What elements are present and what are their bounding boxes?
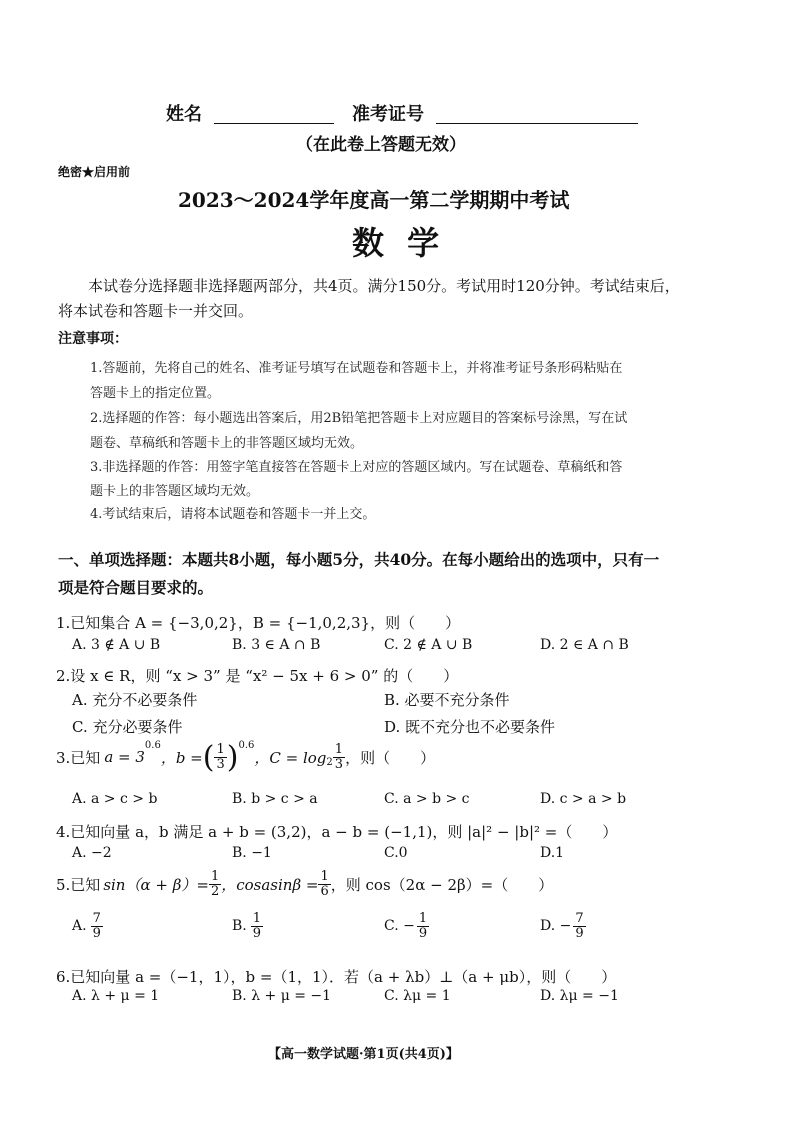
q2-option-c: C. 充分必要条件 <box>72 718 183 736</box>
q5-prefix: 5.已知 <box>56 875 101 894</box>
q6-option-d: D. λμ = −1 <box>540 988 619 1004</box>
q3-prefix: 3.已知 <box>56 748 101 767</box>
intro-line-1: 本试卷分选择题非选择题两部分，共4页。满分150分。考试用时120分钟。考试结束后， <box>88 277 680 295</box>
q1-option-a: A. 3 ∉ A ∪ B <box>72 637 161 653</box>
section-1-heading-line-1: 一、单项选择题：本题共8小题，每小题5分，共40分。在每小题给出的选项中，只有一 <box>58 550 660 569</box>
q3-option-c: C. a > b > c <box>384 791 470 807</box>
q4-option-c: C.0 <box>384 845 408 861</box>
q5-option-a <box>72 912 103 940</box>
name-blank[interactable] <box>214 103 334 124</box>
q5-d-num: 7 <box>575 911 584 926</box>
q3-suffix: ，则（ ） <box>345 748 436 767</box>
name-label: 姓名 <box>166 104 202 125</box>
q5-cos-expr: ，cosasinβ = <box>221 875 319 894</box>
intro-line-2: 将本试卷和答题卡一并交回。 <box>58 302 254 320</box>
q4-option-d: D.1 <box>540 845 565 861</box>
exam-title: 2023～2024学年度高一第二学期期中考试 <box>178 188 570 212</box>
q5-suffix: ，则 cos（2α − 2β）=（ ） <box>330 875 554 894</box>
q3-c-num: 1 <box>334 741 344 757</box>
q5-a-num: 7 <box>92 911 101 926</box>
q5-b-den: 9 <box>252 925 262 941</box>
q3-right-paren: ) <box>226 739 239 775</box>
q5-d-den: 9 <box>575 925 584 941</box>
subject-title: 数 学 <box>352 224 446 262</box>
note-1-line-1: 1.答题前，先将自己的姓名、准考证号填写在试题卷和答题卡上，并将准考证号条形码粘贴在 <box>90 361 623 376</box>
q3-option-a: A. a > c > b <box>72 791 158 807</box>
q5-c-num: 1 <box>418 911 428 926</box>
note-1-line-2: 答题卡上的指定位置。 <box>90 386 221 401</box>
q3-c-def: ，C = log <box>254 748 327 767</box>
no-answer-notice: （在此卷上答题无效） <box>296 135 466 155</box>
q5-c-den: 9 <box>418 925 428 941</box>
q3-b-def: ，b = <box>160 748 203 767</box>
q5-fraction-1 <box>209 870 221 898</box>
q4-stem: 4.已知向量 a，b 满足 a + b = (3,2)，a − b = (−1,1)，则 |a|² − |b|² =（ ） <box>56 823 618 841</box>
q5-b-fraction <box>251 912 263 940</box>
q5-a-label: A. <box>72 918 87 935</box>
q2-option-a: A. 充分不必要条件 <box>72 691 198 709</box>
q3-b-exp: 0.6 <box>238 740 255 751</box>
q5-option-d <box>540 912 586 940</box>
note-2-line-1: 2.选择题的作答：每小题选出答案后，用2B铅笔把答题卡上对应题目的答案标号涂黑，写在试 <box>90 411 628 426</box>
q3-stem <box>56 740 435 774</box>
q3-a-exp: 0.6 <box>144 740 161 751</box>
q6-stem: 6.已知向量 a =（−1，1），b =（1，1）．若（a + λb）⊥（a + μb），则（ ） <box>56 968 617 986</box>
q5-sin-expr: sin（α + β）= <box>103 875 209 894</box>
q4-option-a: A. −2 <box>72 845 112 861</box>
q3-b-num: 1 <box>216 741 225 757</box>
q5-d-fraction <box>573 912 585 940</box>
q5-option-c <box>384 912 429 940</box>
q3-c-base: 2 <box>326 757 333 768</box>
q1-option-b: B. 3 ∈ A ∩ B <box>232 637 321 653</box>
q5-c-fraction <box>417 912 429 940</box>
q5-option-b <box>232 912 263 940</box>
q6-option-a: A. λ + μ = 1 <box>72 988 160 1004</box>
note-3-line-1: 3.非选择题的作答：用签字笔直接答在答题卡上对应的答题区域内。写在试题卷、草稿纸和答 <box>90 460 623 475</box>
note-4: 4.考试结束后，请将本试题卷和答题卡一并上交。 <box>90 507 376 522</box>
id-label: 准考证号 <box>352 104 424 125</box>
q1-option-d: D. 2 ∈ A ∩ B <box>540 637 629 653</box>
q6-option-c: C. λμ = 1 <box>384 988 451 1004</box>
id-blank[interactable] <box>436 103 638 124</box>
q1-option-c: C. 2 ∉ A ∪ B <box>384 637 473 653</box>
q2-stem: 2.设 x ∈ R，则 “x > 3” 是 “x² − 5x + 6 > 0” 的（ ） <box>56 667 459 685</box>
confidential-mark: 绝密★启用前 <box>58 165 131 179</box>
q3-option-d: D. c > a > b <box>540 791 627 807</box>
q5-fraction-2 <box>318 870 330 898</box>
note-2-line-2: 题卷、草稿纸和答题卡上的非答题区域均无效。 <box>90 436 364 451</box>
q3-c-fraction <box>333 743 345 771</box>
q5-d-label: D. − <box>540 918 572 935</box>
q5-a-fraction <box>91 912 103 940</box>
q5-b-label: B. <box>232 918 247 935</box>
q5-a-den: 9 <box>92 925 101 941</box>
q3-option-b: B. b > c > a <box>232 791 318 807</box>
notes-heading: 注意事项： <box>58 331 128 347</box>
q5-f1-den: 2 <box>210 883 220 899</box>
q1-stem: 1.已知集合 A = {−3,0,2}，B = {−1,0,2,3}，则（ ） <box>56 614 461 632</box>
q4-option-b: B. −1 <box>232 845 272 861</box>
section-1-heading-line-2: 项是符合题目要求的。 <box>58 578 214 597</box>
q3-b-den: 3 <box>216 756 225 772</box>
note-3-line-2: 题卡上的非答题区域均无效。 <box>90 484 260 499</box>
page-footer: 【高一数学试题·第1页(共4页)】 <box>268 1047 459 1062</box>
q3-b-fraction <box>214 743 226 771</box>
q3-left-paren: ( <box>202 739 215 775</box>
q6-option-b: B. λ + μ = −1 <box>232 988 332 1004</box>
q2-option-b: B. 必要不充分条件 <box>384 691 510 709</box>
q5-f2-den: 6 <box>320 883 329 899</box>
q5-c-label: C. − <box>384 918 415 935</box>
q5-f2-num: 1 <box>320 868 329 884</box>
q5-stem <box>56 866 553 902</box>
q3-a-def: a = 3 <box>104 748 145 766</box>
q3-c-den: 3 <box>334 756 344 772</box>
q5-f1-num: 1 <box>210 868 220 884</box>
q5-b-num: 1 <box>252 911 262 926</box>
q2-option-d: D. 既不充分也不必要条件 <box>384 718 556 736</box>
